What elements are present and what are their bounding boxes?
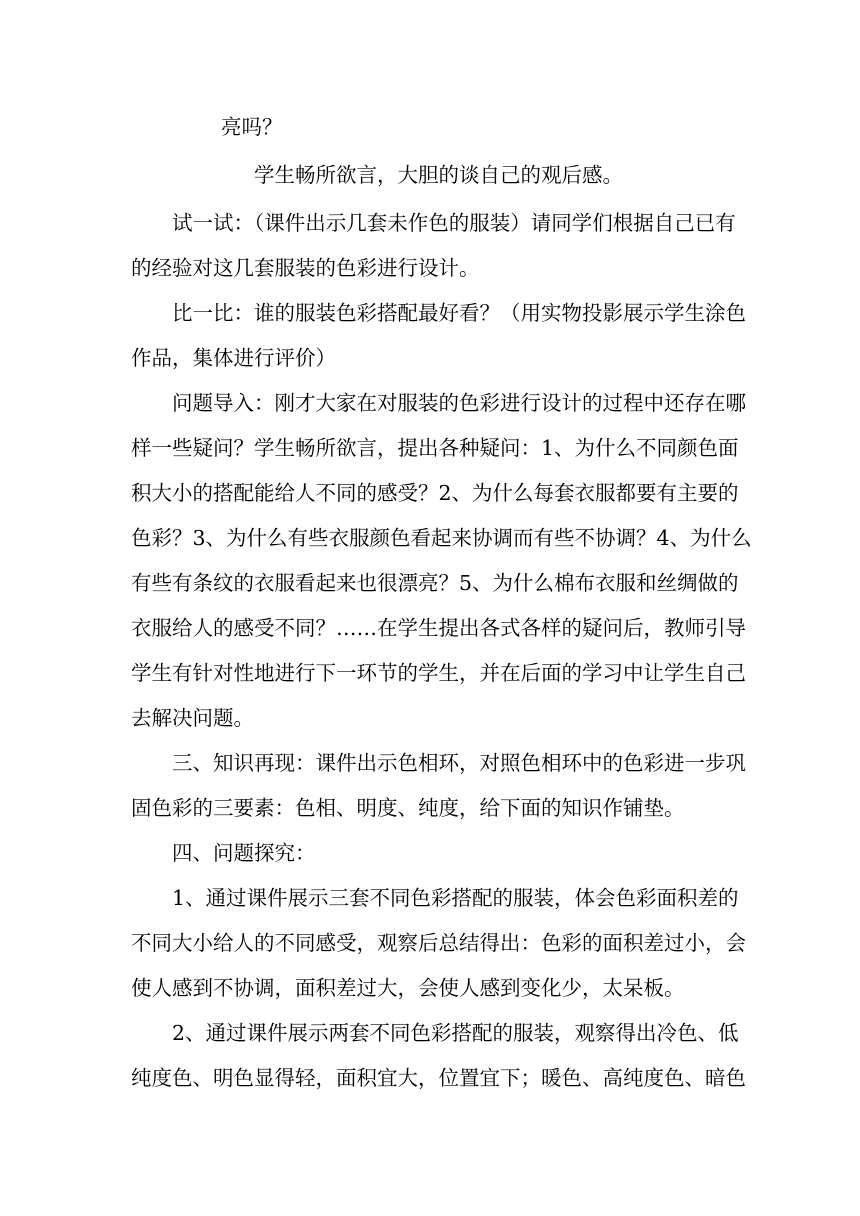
paragraph-questions-line-2: 样一些疑问？学生畅所欲言，提出各种疑问：1、为什么不同颜色面: [131, 436, 739, 460]
paragraph-compare-line-2: 作品，集体进行评价）: [131, 346, 336, 370]
section-heading-explore: 四、问题探究：: [172, 841, 316, 865]
paragraph-try-line-2: 的经验对这几套服装的色彩进行设计。: [131, 256, 480, 280]
paragraph-review-line-1: 三、知识再现：课件出示色相环，对照色相环中的色彩进一步巩: [172, 751, 746, 775]
paragraph-questions-line-4: 色彩？3、为什么有些衣服颜色看起来协调而有些不协调？4、为什么: [131, 526, 752, 550]
paragraph-questions-line-7: 学生有针对性地进行下一环节的学生，并在后面的学习中让学生自己: [131, 661, 746, 685]
paragraph-item1-line-1: 1、通过课件展示三套不同色彩搭配的服装，体会色彩面积差的: [172, 886, 739, 910]
text-line-2: 学生畅所欲言，大胆的谈自己的观后感。: [254, 163, 623, 187]
paragraph-questions-line-1: 问题导入：刚才大家在对服装的色彩进行设计的过程中还存在哪: [172, 391, 746, 415]
paragraph-item1-line-2: 不同大小给人的不同感受，观察后总结得出：色彩的面积差过小，会: [131, 931, 746, 955]
paragraph-questions-line-5: 有些有条纹的衣服看起来也很漂亮？5、为什么棉布衣服和丝绸做的: [131, 571, 739, 595]
text-line-1: 亮吗？: [221, 115, 283, 139]
paragraph-review-line-2: 固色彩的三要素：色相、明度、纯度，给下面的知识作铺垫。: [131, 796, 685, 820]
paragraph-item1-line-3: 使人感到不协调，面积差过大，会使人感到变化少，太呆板。: [131, 976, 685, 1000]
paragraph-try-line-1: 试一试：（课件出示几套未作色的服装）请同学们根据自己已有: [172, 211, 736, 235]
paragraph-compare-line-1: 比一比：谁的服装色彩搭配最好看？（用实物投影展示学生涂色: [172, 301, 746, 325]
paragraph-questions-line-3: 积大小的搭配能给人不同的感受？2、为什么每套衣服都要有主要的: [131, 481, 739, 505]
paragraph-questions-line-8: 去解决问题。: [131, 706, 254, 730]
paragraph-item2-line-1: 2、通过课件展示两套不同色彩搭配的服装，观察得出冷色、低: [172, 1021, 739, 1045]
paragraph-questions-line-6: 衣服给人的感受不同？……在学生提出各式各样的疑问后，教师引导: [131, 616, 746, 640]
paragraph-item2-line-2: 纯度色、明色显得轻，面积宜大，位置宜下；暖色、高纯度色、暗色: [131, 1066, 746, 1090]
